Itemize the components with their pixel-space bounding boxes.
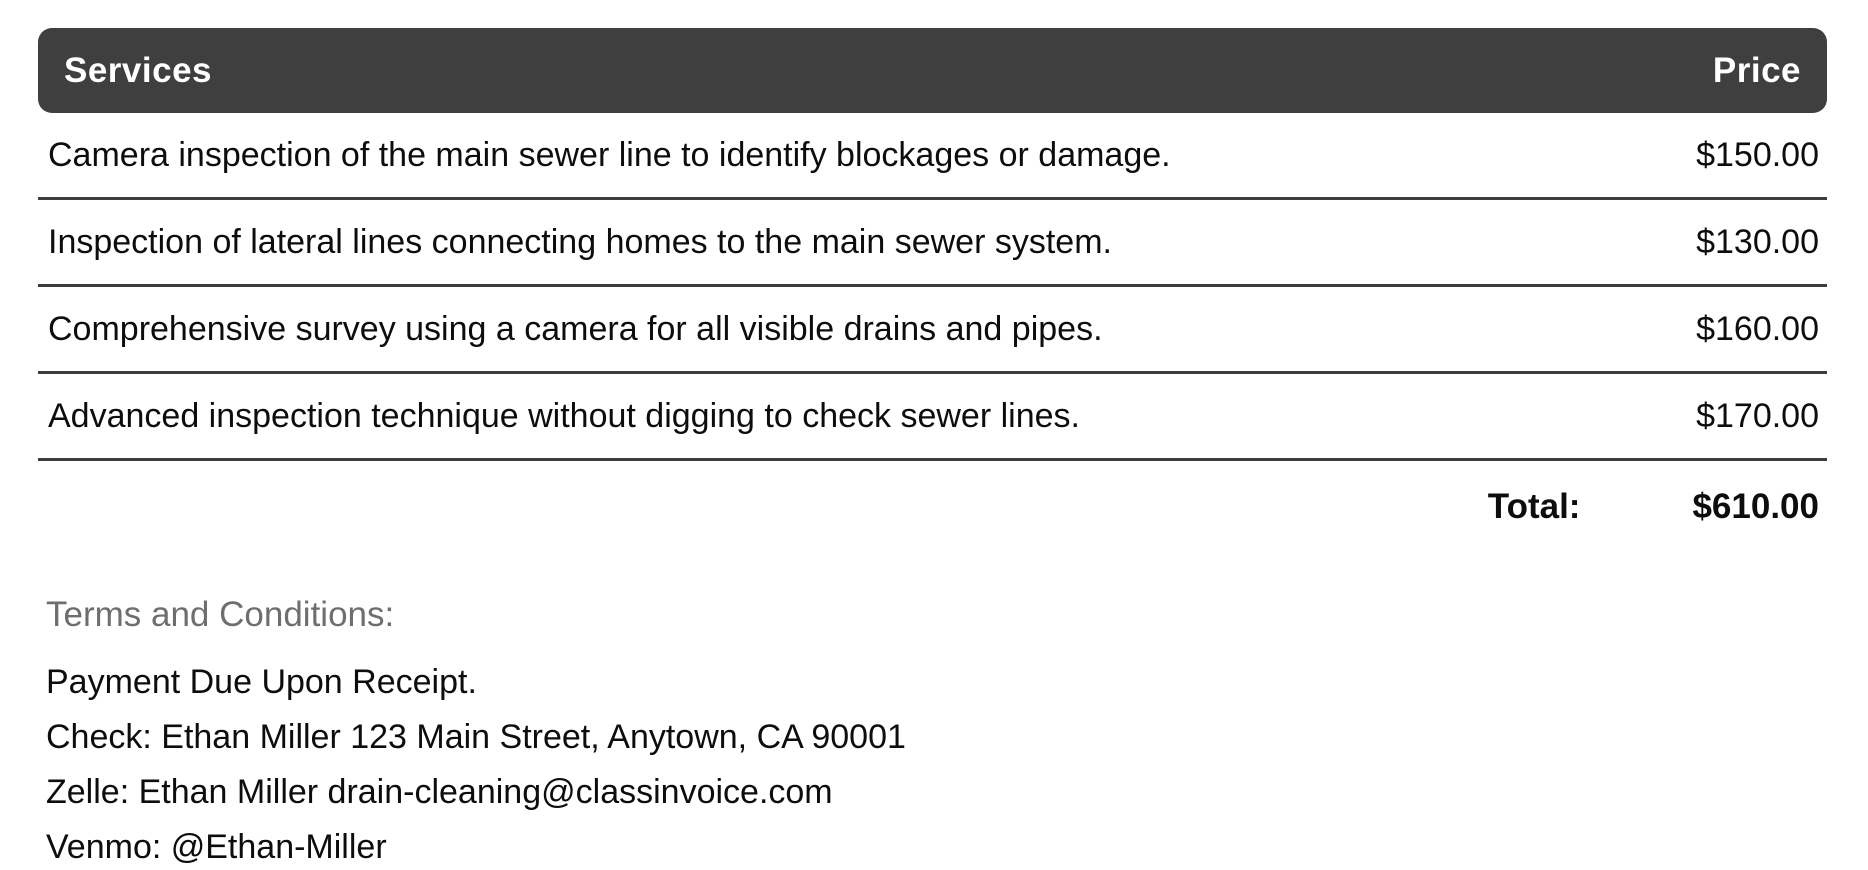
terms-line-venmo: Venmo: @Ethan-Miller: [46, 828, 387, 866]
service-description: Comprehensive survey using a camera for all visible drains and pipes.: [48, 309, 1103, 348]
total-label: Total:: [1487, 487, 1581, 526]
total-value: $610.00: [1692, 487, 1819, 526]
service-price: $160.00: [1696, 309, 1819, 348]
table-row: [38, 374, 1827, 461]
services-column-header: Services: [64, 50, 213, 90]
terms-title: Terms and Conditions:: [46, 595, 395, 634]
table-header: [38, 28, 1827, 113]
service-description: Camera inspection of the main sewer line to identify blockages or damage.: [48, 135, 1171, 174]
terms-and-conditions-section: [38, 595, 1827, 870]
price-column-header: Price: [1712, 50, 1801, 90]
table-row: [38, 287, 1827, 374]
invoice-table-section: [38, 28, 1827, 870]
service-description: Inspection of lateral lines connecting homes to the main sewer system.: [48, 222, 1112, 261]
total-row: [38, 461, 1827, 553]
table-row: [38, 113, 1827, 200]
service-price: $150.00: [1696, 135, 1819, 174]
table-row: [38, 200, 1827, 287]
service-description: Advanced inspection technique without digging to check sewer lines.: [48, 396, 1080, 435]
service-price: $170.00: [1696, 396, 1819, 435]
terms-line-zelle: Zelle: Ethan Miller drain-cleaning@classinvoice.com: [46, 773, 833, 811]
terms-line-check: Check: Ethan Miller 123 Main Street, Anytown, CA 90001: [46, 718, 906, 756]
terms-line-payment: Payment Due Upon Receipt.: [46, 663, 477, 701]
service-price: $130.00: [1696, 222, 1819, 261]
